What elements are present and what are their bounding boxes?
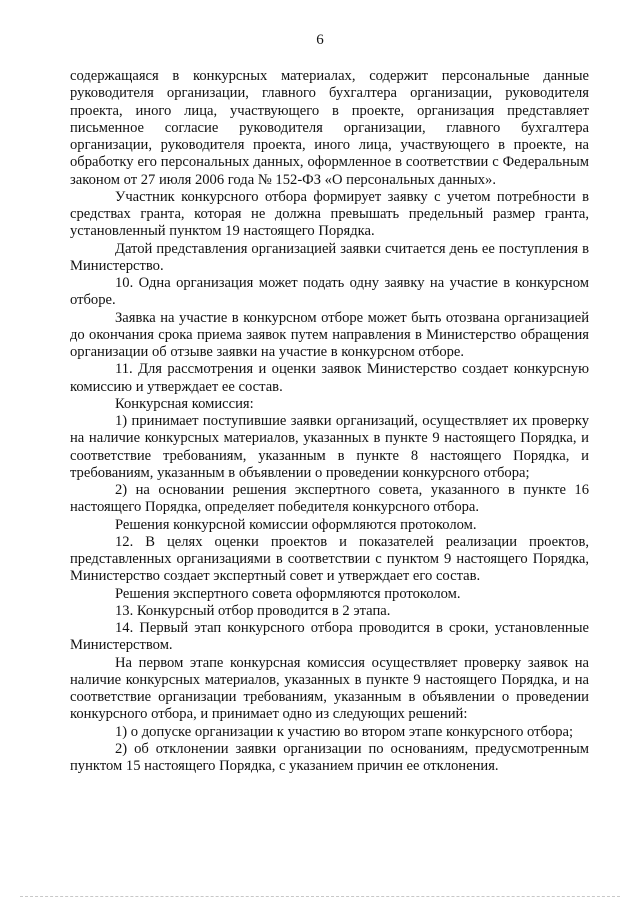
paragraph: 11. Для рассмотрения и оценки заявок Министерство создает конкурсную комиссию и утверждает ее состав. (70, 361, 589, 395)
page-number: 6 (316, 32, 324, 48)
paragraph: содержащаяся в конкурсных материалах, содержит персональные данные руководителя организации, главного бухгалтера организации, руководителя проекта, иного лица, участвующего в проекте, организация представляет письменное согласие руководителя организации, главного бухгалтера организации, руководителя проекта, иного лица, участвующего в проекте, на обработку его персональных данных, оформленное в соответствии с Федеральным законом от 27 июля 2006 года № 152-ФЗ «О персональных данных». (70, 68, 589, 188)
paragraph: Датой представления организацией заявки считается день ее поступления в Министерство. (70, 240, 589, 274)
paragraph: Конкурсная комиссия: (115, 395, 254, 412)
paragraph: 2) на основании решения экспертного совета, указанного в пункте 16 настоящего Порядка, определяет победителя конкурсного отбора. (70, 482, 589, 516)
paragraph: 14. Первый этап конкурсного отбора проводится в сроки, установленные Министерством. (70, 620, 589, 654)
paragraph: 12. В целях оценки проектов и показателей реализации проектов, представленных организациями в соответствии с пунктом 9 настоящего Порядка, Министерство создает экспертный совет и утверждает его состав. (70, 533, 589, 585)
paragraph: 10. Одна организация может подать одну заявку на участие в конкурсном отборе. (70, 275, 589, 309)
paragraph: 13. Конкурсный отбор проводится в 2 этапа. (115, 602, 391, 619)
paragraph: Участник конкурсного отбора формирует заявку с учетом потребности в средствах гранта, которая не должна превышать предельный размер гранта, установленный пунктом 19 настоящего Порядка. (70, 188, 589, 240)
document-body (70, 68, 589, 775)
paragraph: Решения конкурсной комиссии оформляются протоколом. (115, 516, 477, 533)
paragraph: 1) принимает поступившие заявки организаций, осуществляет их проверку на наличие конкурсных материалов, указанных в пункте 9 настоящего Порядка, и соответствие требованиям, указанным в пункте 8 настоящего Порядка, и требованиям, указанным в объявлении о проведении конкурсного отбора; (70, 413, 589, 481)
paragraph: 2) об отклонении заявки организации по основаниям, предусмотренным пунктом 15 настоящего Порядка, с указанием причин ее отклонения. (70, 740, 589, 774)
paragraph: 1) о допуске организации к участию во втором этапе конкурсного отбора; (115, 723, 574, 740)
paragraph: Заявка на участие в конкурсном отборе может быть отозвана организацией до окончания срока приема заявок путем направления в Министерство обращения организации об отзыве заявки на участие в конкурсном отборе. (70, 309, 589, 360)
page-bottom-rule (20, 896, 620, 897)
paragraph: На первом этапе конкурсная комиссия осуществляет проверку заявок на наличие конкурсных материалов, указанных в пункте 9 настоящего Порядка, и на соответствие организации требованиям, указанным в объявлении о проведении конкурсного отбора, и принимает одно из следующих решений: (70, 654, 589, 723)
paragraph: Решения экспертного совета оформляются протоколом. (115, 585, 461, 602)
